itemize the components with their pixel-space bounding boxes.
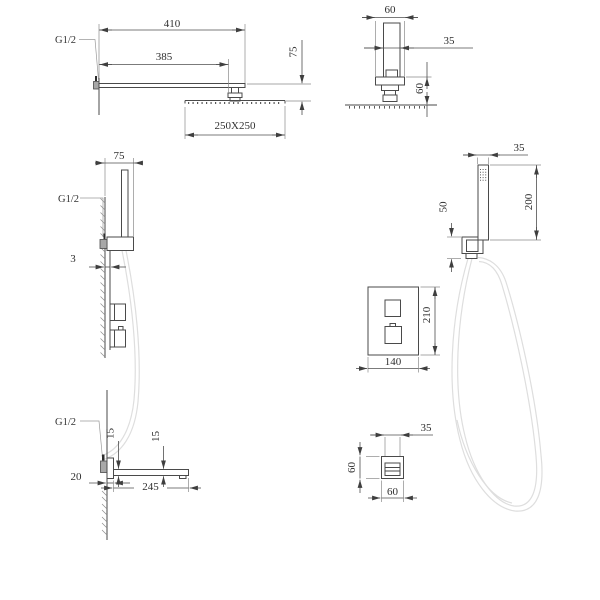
- holder-clip: [467, 240, 479, 252]
- view-handle-front: [346, 422, 433, 502]
- dim-35-label: 35: [443, 35, 455, 47]
- dim-wand-width-35: [463, 142, 528, 164]
- dim-60-top-label: 60: [384, 4, 396, 16]
- dim-15-tip-label: 15: [150, 431, 162, 442]
- head-stem: [232, 88, 239, 94]
- view-hand-shower-side: [58, 150, 143, 460]
- dim-75-label: 75: [287, 46, 300, 58]
- hose-nut: [466, 254, 477, 259]
- dim-210-label: 210: [421, 306, 433, 324]
- dim-385-label: 385: [155, 51, 173, 63]
- dim-plate-height-210: [421, 287, 441, 355]
- thread-label: G1/2: [55, 35, 76, 46]
- mixer-knob-lower: [385, 327, 402, 344]
- shower-arm: [99, 84, 245, 88]
- dim-60-vert-label: 60: [414, 83, 426, 94]
- bracket-fitting: [100, 240, 107, 249]
- shower-head-plate-edge: [345, 105, 437, 107]
- wall-fitting: [94, 82, 100, 90]
- leader-g12: [79, 40, 99, 81]
- leader-g12: [80, 198, 103, 237]
- dim-length-245: [101, 478, 201, 493]
- dim-head-size-250x250: [185, 106, 285, 139]
- dim-245-label: 245: [142, 481, 159, 493]
- thread-label: G1/2: [55, 417, 76, 428]
- mixer-knob-upper-side: [110, 304, 126, 321]
- mixer-knob-upper: [385, 300, 401, 317]
- fitting-tick: [102, 455, 105, 461]
- view-spout-side: [55, 390, 201, 540]
- dim-thickness-tip-15: [150, 431, 164, 488]
- dim-15-rear-label: 15: [104, 428, 117, 439]
- spout-body: [114, 470, 189, 476]
- dim-60-left-label: 60: [346, 462, 358, 473]
- view-rain-shower-side: [55, 18, 311, 139]
- dim-plate-height-60: [346, 442, 380, 493]
- fitting-tick: [95, 76, 97, 81]
- dim-escutcheon-width-60: [362, 4, 418, 76]
- dim-plate-width-140: [356, 356, 430, 373]
- mixer-plate: [368, 287, 419, 355]
- view-hand-shower-front: [438, 142, 542, 511]
- dim-plate-thickness-3: [70, 253, 126, 267]
- dim-410-label: 410: [163, 18, 181, 30]
- fitting-tick: [104, 234, 106, 240]
- wall-fitting: [101, 461, 108, 473]
- dim-250x250-label: 250X250: [214, 120, 256, 132]
- view-mixer-plate-front: [356, 287, 440, 373]
- wall-hatch: [102, 491, 107, 535]
- dim-3-label: 3: [70, 253, 76, 265]
- dim-140-label: 140: [384, 356, 402, 368]
- spout-aerator: [180, 476, 187, 479]
- dim-75-label: 75: [113, 150, 125, 162]
- dim-200-label: 200: [523, 193, 535, 211]
- dim-escutcheon-height-60: [406, 62, 432, 117]
- wall-bracket: [107, 237, 134, 251]
- dim-35-label: 35: [513, 142, 525, 154]
- dim-50-label: 50: [437, 201, 450, 213]
- head-nut: [228, 93, 242, 98]
- leader-g12: [80, 421, 103, 458]
- handle-knob: [385, 463, 400, 476]
- view-rain-shower-ceiling: [345, 4, 473, 117]
- dim-holder-height-50: [438, 201, 462, 272]
- dim-35-label: 35: [420, 422, 432, 434]
- dim-knob-width-35: [370, 422, 433, 435]
- thread-label: G1/2: [58, 194, 79, 205]
- dim-60-bottom-label: 60: [387, 486, 398, 498]
- mixer-knob-lower-side: [110, 327, 126, 348]
- hand-shower-wand: [478, 165, 489, 240]
- dim-plate-width-60: [368, 481, 417, 503]
- dim-bracket-depth-75: [95, 150, 143, 236]
- dim-wand-length-200: [490, 165, 541, 240]
- hand-shower-hose: [452, 258, 542, 512]
- ceiling-arm: [376, 23, 405, 102]
- escutcheon: [376, 77, 405, 85]
- shower-head-plate: [185, 101, 285, 104]
- escutcheon: [107, 458, 114, 479]
- hand-shower-wand: [122, 170, 129, 237]
- dim-arm-width-35: [364, 35, 473, 48]
- dim-20-label: 20: [70, 471, 82, 483]
